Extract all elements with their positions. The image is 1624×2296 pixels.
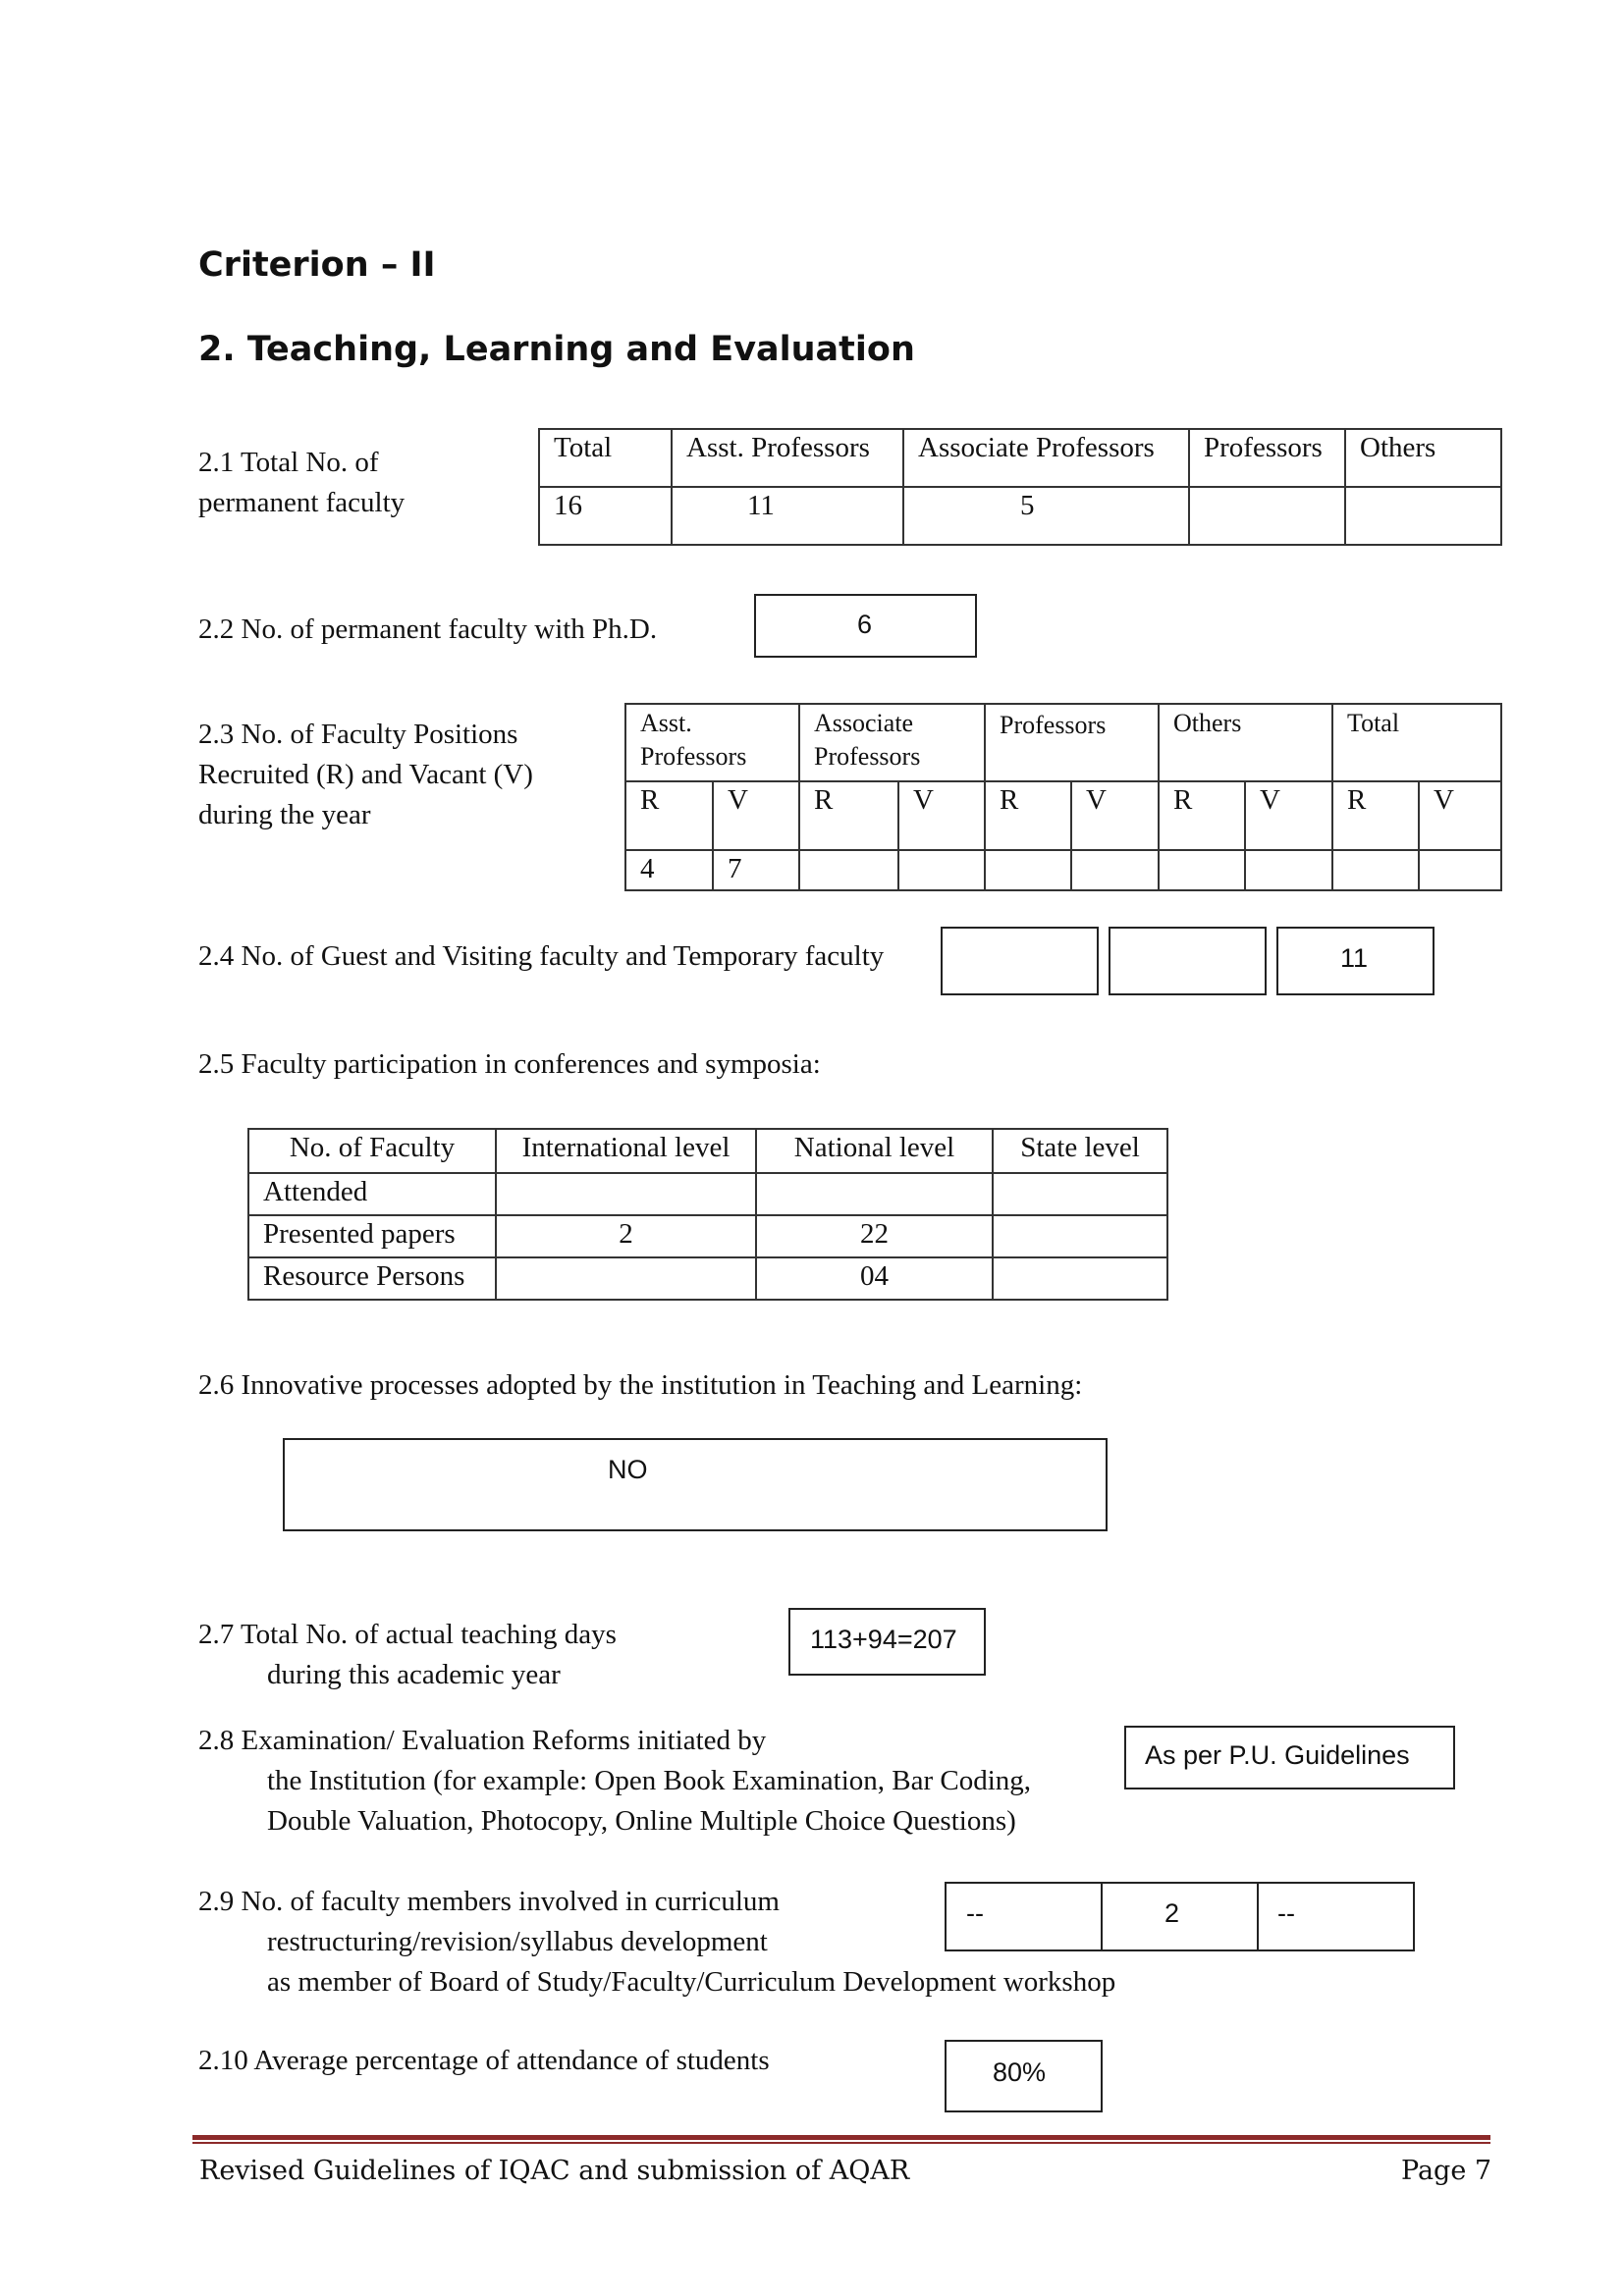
label-2-7-line1: 2.7 Total No. of actual teaching days bbox=[198, 1619, 617, 1650]
label-2-9-line3: as member of Board of Study/Faculty/Curriculum Development workshop bbox=[267, 1966, 1116, 1998]
value-total: 16 bbox=[539, 487, 672, 545]
label-2-9-line1: 2.9 No. of faculty members involved in curriculum bbox=[198, 1886, 780, 1917]
value-others bbox=[1345, 487, 1501, 545]
row-name-resource-persons: Resource Persons bbox=[248, 1257, 496, 1300]
label-2-8-line3: Double Valuation, Photocopy, Online Multiple Choice Questions) bbox=[267, 1805, 1016, 1837]
value-evaluation-reforms: As per P.U. Guidelines bbox=[1145, 1740, 1410, 1770]
rv-cell: R bbox=[985, 781, 1071, 850]
cell-national: 22 bbox=[756, 1215, 993, 1257]
box-innovative-processes bbox=[283, 1438, 1108, 1531]
group-total bbox=[1332, 704, 1501, 781]
label-2-8-line1: 2.8 Examination/ Evaluation Reforms initiated by bbox=[198, 1725, 767, 1756]
header-others: Others bbox=[1345, 429, 1501, 487]
box-guest-faculty bbox=[941, 927, 1099, 995]
position-value bbox=[1332, 850, 1419, 890]
value-curriculum-board: -- bbox=[966, 1898, 984, 1928]
label-2-3-line2: Recruited (R) and Vacant (V) bbox=[198, 759, 533, 790]
group-others-line1: Others bbox=[1173, 709, 1242, 737]
position-value bbox=[1419, 850, 1501, 890]
table-faculty-positions bbox=[624, 703, 1502, 891]
label-2-3-line1: 2.3 No. of Faculty Positions bbox=[198, 719, 518, 750]
cell-national: 04 bbox=[756, 1257, 993, 1300]
label-2-3 bbox=[198, 715, 533, 835]
cell-state bbox=[993, 1215, 1167, 1257]
value-curriculum-workshop: -- bbox=[1277, 1898, 1295, 1928]
label-2-1-line2: permanent faculty bbox=[198, 487, 406, 518]
label-2-1-line1: 2.1 Total No. of bbox=[198, 447, 379, 478]
group-assoc-line2: Professors bbox=[814, 741, 921, 771]
header-total: Total bbox=[539, 429, 672, 487]
value-attendance: 80% bbox=[993, 2057, 1047, 2087]
value-temporary-faculty: 11 bbox=[1340, 943, 1369, 973]
label-2-9-line2: restructuring/revision/syllabus development bbox=[267, 1926, 768, 1957]
rv-cell: V bbox=[898, 781, 985, 850]
label-2-8-line2: the Institution (for example: Open Book Examination, Bar Coding, bbox=[267, 1765, 1032, 1796]
rv-cell: V bbox=[713, 781, 799, 850]
label-2-7 bbox=[198, 1615, 617, 1695]
cell-state bbox=[993, 1173, 1167, 1215]
group-others bbox=[1159, 704, 1332, 781]
table-conferences bbox=[247, 1128, 1168, 1301]
label-2-2: 2.2 No. of permanent faculty with Ph.D. bbox=[198, 614, 658, 645]
header-asst-professors: Asst. Professors bbox=[672, 429, 903, 487]
position-value bbox=[799, 850, 898, 890]
position-value bbox=[1245, 850, 1332, 890]
rv-cell: R bbox=[625, 781, 713, 850]
rv-cell: R bbox=[1332, 781, 1419, 850]
header-no-of-faculty: No. of Faculty bbox=[248, 1129, 496, 1173]
value-curriculum-faculty: 2 bbox=[1164, 1898, 1180, 1928]
rv-cell: V bbox=[1245, 781, 1332, 850]
header-professors: Professors bbox=[1189, 429, 1345, 487]
group-assoc-line1: Associate bbox=[814, 709, 914, 737]
box-curriculum-faculty bbox=[1101, 1882, 1259, 1951]
footer-rule bbox=[192, 2135, 1490, 2140]
header-national-level: National level bbox=[756, 1129, 993, 1173]
label-2-10: 2.10 Average percentage of attendance of students bbox=[198, 2045, 770, 2076]
table-total-faculty bbox=[538, 428, 1502, 546]
box-visiting-faculty bbox=[1109, 927, 1267, 995]
position-value bbox=[985, 850, 1071, 890]
position-value bbox=[898, 850, 985, 890]
rv-cell: V bbox=[1071, 781, 1159, 850]
label-2-6: 2.6 Innovative processes adopted by the institution in Teaching and Learning: bbox=[198, 1369, 1083, 1401]
rv-cell: R bbox=[799, 781, 898, 850]
label-2-3-line3: during the year bbox=[198, 799, 371, 830]
section-title: 2. Teaching, Learning and Evaluation bbox=[198, 330, 915, 369]
label-2-5: 2.5 Faculty participation in conferences and symposia: bbox=[198, 1048, 821, 1080]
row-name-attended: Attended bbox=[248, 1173, 496, 1215]
header-state-level: State level bbox=[993, 1129, 1167, 1173]
group-prof-line1: Professors bbox=[1000, 711, 1107, 739]
group-associate-professors bbox=[799, 704, 985, 781]
group-professors bbox=[985, 704, 1159, 781]
value-innovative-processes: NO bbox=[608, 1455, 648, 1484]
rv-cell: V bbox=[1419, 781, 1501, 850]
value-asst-professors: 11 bbox=[672, 487, 903, 545]
group-asst-line1: Asst. bbox=[640, 709, 692, 737]
footer-rule-thin bbox=[192, 2142, 1490, 2144]
value-associate-professors: 5 bbox=[903, 487, 1189, 545]
label-2-7-line2: during this academic year bbox=[267, 1659, 561, 1690]
position-value bbox=[1071, 850, 1159, 890]
group-asst-professors bbox=[625, 704, 799, 781]
cell-state bbox=[993, 1257, 1167, 1300]
cell-national bbox=[756, 1173, 993, 1215]
position-value bbox=[1159, 850, 1245, 890]
label-2-8 bbox=[198, 1721, 1031, 1842]
header-international-level: International level bbox=[496, 1129, 756, 1173]
header-associate-professors: Associate Professors bbox=[903, 429, 1189, 487]
criterion-title: Criterion – II bbox=[198, 245, 436, 285]
position-value: 4 bbox=[625, 850, 713, 890]
position-value: 7 bbox=[713, 850, 799, 890]
footer-page-number: Page 7 bbox=[1401, 2156, 1492, 2186]
cell-intl bbox=[496, 1173, 756, 1215]
footer-left: Revised Guidelines of IQAC and submission of AQAR bbox=[199, 2156, 910, 2186]
value-teaching-days: 113+94=207 bbox=[810, 1625, 957, 1654]
value-professors bbox=[1189, 487, 1345, 545]
group-total-line1: Total bbox=[1347, 709, 1400, 737]
label-2-1 bbox=[198, 443, 405, 523]
cell-intl bbox=[496, 1257, 756, 1300]
cell-intl: 2 bbox=[496, 1215, 756, 1257]
rv-cell: R bbox=[1159, 781, 1245, 850]
group-asst-line2: Professors bbox=[640, 741, 747, 771]
row-name-presented-papers: Presented papers bbox=[248, 1215, 496, 1257]
value-phd-faculty: 6 bbox=[857, 610, 873, 639]
label-2-4: 2.4 No. of Guest and Visiting faculty and Temporary faculty bbox=[198, 940, 885, 972]
